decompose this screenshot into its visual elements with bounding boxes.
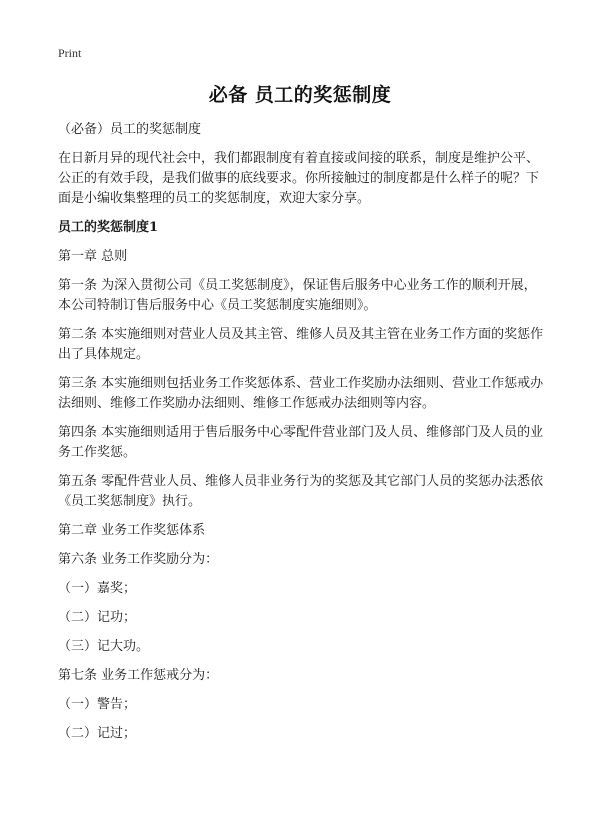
paragraph: 第六条 业务工作奖励分为：	[58, 552, 219, 567]
paragraph: 第一条 为深入贯彻公司《员工奖惩制度》，保证售后服务中心业务工作的顺利开展，本公司特制订售后服务中心《员工奖惩制度实施细则》。	[58, 278, 537, 313]
paragraph: （一）警告；	[58, 697, 137, 712]
paragraph: 第三条 本实施细则包括业务工作奖惩体系、营业工作奖励办法细则、营业工作惩戒办法细则、维修工作奖励办法细则、维修工作惩戒办法细则等内容。	[58, 376, 544, 411]
paragraph: 第七条 业务工作惩戒分为：	[58, 668, 219, 683]
paragraph: （三）记大功。	[58, 639, 150, 654]
paragraph: 在日新月异的现代社会中，我们都跟制度有着直接或间接的联系，制度是维护公平、公正的有效手段，是我们做事的底线要求。你所接触过的制度都是什么样子的呢？下面是小编收集整理的员工的奖惩制度，欢迎大家分享。	[58, 151, 540, 206]
section-heading: 员工的奖惩制度1	[58, 220, 159, 235]
paragraph: 第一章 总则	[58, 249, 128, 264]
paragraph: （二）记功；	[58, 610, 137, 625]
paragraph: 第二条 本实施细则对营业人员及其主管、维修人员及其主管在业务工作方面的奖惩作出了具体规定。	[58, 327, 544, 362]
document-title: 必备 员工的奖惩制度	[208, 84, 392, 106]
paragraph: （必备）员工的奖惩制度	[58, 122, 202, 137]
print-link[interactable]: Print	[58, 46, 82, 60]
paragraph: （二）记过；	[58, 726, 137, 741]
document-body	[58, 120, 548, 753]
paragraph: 第四条 本实施细则适用于售后服务中心零配件营业部门及人员、维修部门及人员的业务工作奖惩。	[58, 425, 544, 460]
paragraph: （一）嘉奖；	[58, 581, 137, 596]
paragraph: 第二章 业务工作奖惩体系	[58, 523, 206, 538]
paragraph: 第五条 零配件营业人员、维修人员非业务行为的奖惩及其它部门人员的奖惩办法悉依《员工奖惩制度》执行。	[58, 474, 544, 509]
